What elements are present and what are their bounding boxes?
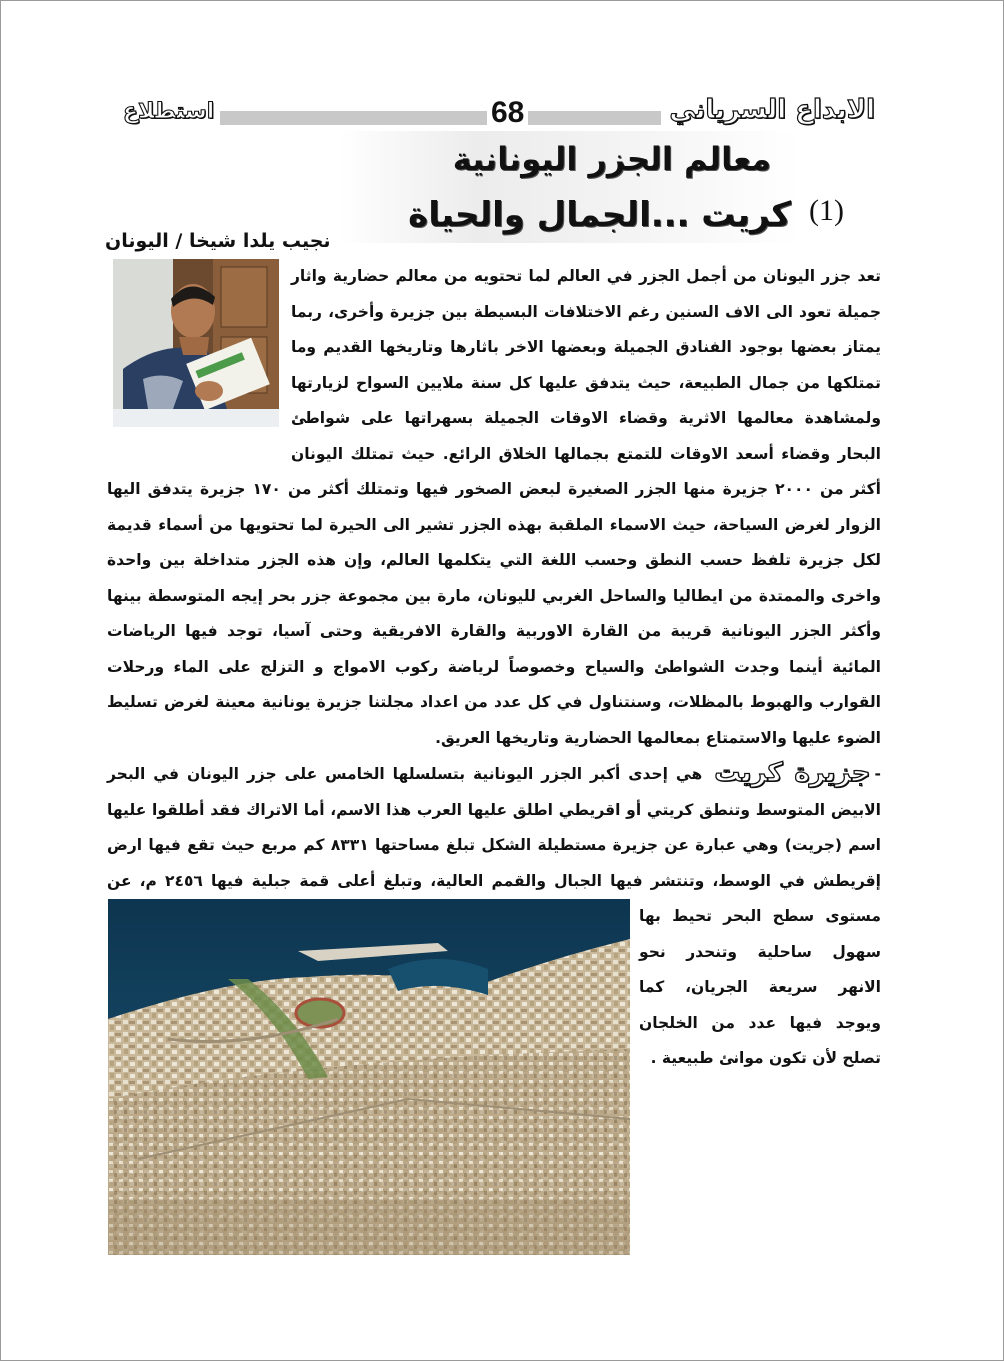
article-subtitle: كريت ...الجمال والحياة [408, 195, 791, 235]
article-body [107, 259, 881, 1277]
part-number: (1) [809, 194, 844, 227]
crete-dash: - [874, 765, 881, 783]
portrait-spacer [107, 259, 291, 469]
intro-paragraph: تعد جزر اليونان من أجمل الجزر في العالم لما تحتويه من معالم حضارية واثار جميلة تعود الى الاف السنين رغم الاختلافات البسيطة بين جزيرة وأخرى، ربما يمتاز بعضها بوجود الفنادق الجميلة وبعضها الاخر باثارها وتاريخها القديم وما تمتلكها من جمال الطبيعة، حيث يتدفق عليها كل سنة ملايين السواح لزيارتها ولمشاهدة معالمها الاثرية وقضاء الاوقات الجميلة بسهراتها على شواطئ البحار وقضاء أسعد الاوقات للتمتع بجمالها الخلاق الرائع. حيث تمتلك اليونان أكثر من ٢٠٠٠ جزيرة منها الجزر الصغيرة لبعض الصخور فيها وتمتلك أكثر من ١٧٠ جزيرة يتدفق اليها الزوار لغرض السياحة، حيث الاسماء الملقبة بهذه الجزر تشير الى الحيرة لما تحتويها من أسماء قديمة لكل جزيرة تلفظ حسب النطق وحسب اللغة التي يتكلمها العالم، وإن هذه الجزر متداخلة بين واحدة واخرى والممتدة من ايطاليا والساحل الغربي لليونان، مارة بين مجموعة جزر بحر إيجه المتوسطة بينها وأكثر الجزر اليونانية قريبة من القارة الاوربية والقارة الافريقية وحتى آسيا، توجد فيها الرياضات المائية أينما وجدت الشواطئ والسياح وخصوصاً لرياضة ركوب الامواج و التزلج على الماء ورحلات القوارب والهبوط بالمظلات، وسنتناول في كل عدد من اعداد مجلتنا جزيرة يونانية معينة لغرض تسليط الضوء عليها والاستمتاع بمعالمها الحضارية وتاريخها العريق. [107, 267, 881, 747]
magazine-name: الابداع السرياني [661, 93, 881, 127]
section-label: استطلاع [117, 97, 220, 127]
page-number: 68 [487, 95, 528, 131]
article-title: معالم الجزر اليونانية [452, 140, 771, 178]
author-byline: نجيب يلدا شيخا / اليونان [105, 230, 331, 252]
crete-text: هي إحدى أكبر الجزر اليونانية بتسلسلها الخامس على جزر اليونان في البحر الابيض المتوسط وتنطق كريتي أو اقريطي اطلق عليها العرب هذا الاسم، أما الاتراك فقد أطلقوا عليها اسم (جريت) وهي عبارة عن جزيرة مستطيلة الشكل تبلغ مساحتها ٨٣٣١ كم مربع حيث تقع فيها ارض إقريطش في الوسط، وتنتشر فيها الجبال والقمم العالية، وتبلغ أعلى قمة جبلية فيها ٢٤٥٦ م، عن مستوى سطح البحر تحيط بها سهول ساحلية وتنحدر نحو الانهر سريعة الجريان، كما ويوجد فيها عدد من الخلجان تصلح لأن تكون موانئ طبيعية . [107, 765, 881, 1067]
photo-spacer [107, 899, 639, 1277]
crete-kicker: جزيرة كريت [714, 758, 871, 788]
